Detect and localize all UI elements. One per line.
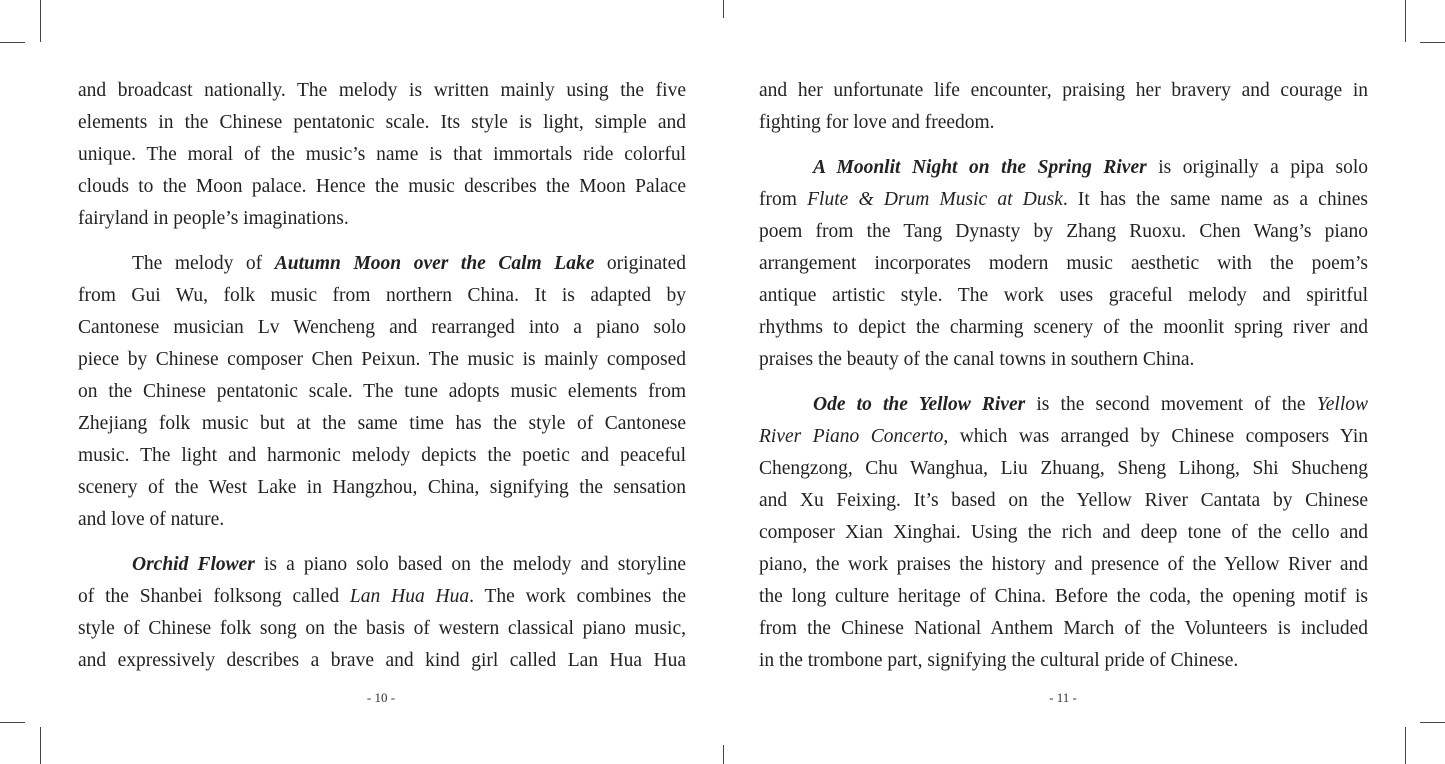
body-text: Zhejiang folk music but at the same time has the style of Cantonese — [78, 413, 686, 434]
text-line — [78, 472, 686, 504]
text-line — [78, 549, 686, 581]
crop-mark — [723, 0, 724, 18]
text-line — [759, 421, 1368, 453]
paragraph — [759, 152, 1368, 376]
text-line — [78, 645, 686, 677]
body-text: praises the beauty of the canal towns in southern China. — [759, 349, 1195, 370]
body-text: and broadcast nationally. The melody is written mainly using the five — [78, 80, 686, 101]
text-line — [78, 203, 686, 235]
text-line — [78, 75, 686, 107]
body-text: is a piano solo based on the melody and storyline — [254, 554, 686, 575]
page-11-text — [759, 75, 1368, 690]
body-text: , which was arranged by Chinese composers Yin — [943, 426, 1368, 447]
title-text: Orchid Flower — [132, 554, 255, 575]
text-line — [759, 312, 1368, 344]
body-text: in the trombone part, signifying the cultural pride of Chinese. — [759, 650, 1239, 671]
paragraph — [78, 549, 686, 677]
body-text: piano, the work praises the history and presence of the Yellow River and — [759, 554, 1368, 575]
crop-mark — [1405, 0, 1406, 42]
page-10-text — [78, 75, 686, 690]
text-line — [78, 312, 686, 344]
paragraph — [759, 389, 1368, 677]
text-line — [78, 107, 686, 139]
text-line — [759, 485, 1368, 517]
body-text: and expressively describes a brave and kind girl called Lan Hua Hua — [78, 650, 686, 671]
text-line — [78, 440, 686, 472]
body-text: of the Shanbei folksong called — [78, 586, 350, 607]
body-text: from Gui Wu, folk music from northern China. It is adapted by — [78, 285, 686, 306]
body-text: scenery of the West Lake in Hangzhou, China, signifying the sensation — [78, 477, 686, 498]
crop-mark — [40, 0, 41, 42]
body-text: originated — [594, 253, 686, 274]
text-line — [759, 389, 1368, 421]
body-text: and Xu Feixing. It’s based on the Yellow River Cantata by Chinese — [759, 490, 1368, 511]
text-line — [78, 376, 686, 408]
text-line — [759, 107, 1368, 139]
crop-mark — [1420, 722, 1445, 723]
body-text: rhythms to depict the charming scenery of the moonlit spring river and — [759, 317, 1368, 338]
text-line — [759, 344, 1368, 376]
crop-mark — [0, 722, 25, 723]
italic-text: Yellow — [1316, 394, 1369, 415]
text-line — [759, 645, 1368, 677]
text-line — [759, 248, 1368, 280]
body-text: unique. The moral of the music’s name is that immortals ride colorful — [78, 144, 686, 165]
body-text: piece by Chinese composer Chen Peixun. The music is mainly composed — [78, 349, 686, 370]
page-number-11: - 11 - — [1049, 690, 1077, 705]
text-line — [78, 171, 686, 203]
body-text: clouds to the Moon palace. Hence the music describes the Moon Palace — [78, 176, 686, 197]
italic-text: River Piano Concerto — [759, 426, 944, 447]
body-text: music. The light and harmonic melody depicts the poetic and peaceful — [78, 445, 686, 466]
crop-mark — [1405, 727, 1406, 764]
body-text: elements in the Chinese pentatonic scale. Its style is light, simple and — [78, 112, 686, 133]
body-text: composer Xian Xinghai. Using the rich and deep tone of the cello and — [759, 522, 1368, 543]
crop-mark — [40, 727, 41, 764]
text-line — [759, 517, 1368, 549]
paragraph — [759, 75, 1368, 139]
text-line — [759, 613, 1368, 645]
crop-mark — [1420, 42, 1445, 43]
text-line — [759, 152, 1368, 184]
body-text: antique artistic style. The work uses graceful melody and spiritful — [759, 285, 1368, 306]
body-text: style of Chinese folk song on the basis of western classical piano music, — [78, 618, 686, 639]
text-line — [78, 280, 686, 312]
body-text: from the Chinese National Anthem March of the Volunteers is included — [759, 618, 1368, 639]
body-text: . The work combines the — [469, 586, 686, 607]
text-line — [759, 549, 1368, 581]
body-text: and her unfortunate life encounter, praising her bravery and courage in — [759, 80, 1368, 101]
text-line — [78, 504, 686, 536]
title-text: Ode to the Yellow River — [813, 394, 1026, 415]
body-text: from — [759, 189, 808, 210]
crop-mark — [723, 745, 724, 764]
italic-text: Lan Hua Hua — [349, 586, 470, 607]
body-text: on the Chinese pentatonic scale. The tune adopts music elements from — [78, 381, 686, 402]
body-text: is originally a pipa solo — [1146, 157, 1368, 178]
text-line — [78, 139, 686, 171]
text-line — [759, 184, 1368, 216]
text-line — [759, 75, 1368, 107]
crop-mark — [0, 42, 25, 43]
text-line — [78, 344, 686, 376]
body-text: fighting for love and freedom. — [759, 112, 995, 133]
body-text: Chengzong, Chu Wanghua, Liu Zhuang, Sheng Lihong, Shi Shucheng — [759, 458, 1368, 479]
paragraph — [78, 75, 686, 235]
text-line — [78, 248, 686, 280]
body-text: Cantonese musician Lv Wencheng and rearranged into a piano solo — [78, 317, 686, 338]
title-text: A Moonlit Night on the Spring River — [813, 157, 1147, 178]
text-line — [78, 408, 686, 440]
text-line — [78, 613, 686, 645]
text-line — [759, 216, 1368, 248]
body-text: arrangement incorporates modern music aesthetic with the poem’s — [759, 253, 1368, 274]
paragraph — [78, 248, 686, 536]
text-line — [759, 453, 1368, 485]
text-line — [759, 581, 1368, 613]
text-line — [78, 581, 686, 613]
body-text: The melody of — [132, 253, 275, 274]
body-text: and love of nature. — [78, 509, 225, 530]
title-text: Autumn Moon over the Calm Lake — [274, 253, 595, 274]
body-text: fairyland in people’s imaginations. — [78, 208, 349, 229]
body-text: poem from the Tang Dynasty by Zhang Ruoxu. Chen Wang’s piano — [759, 221, 1368, 242]
text-line — [759, 280, 1368, 312]
body-text: . It has the same name as a chines — [1062, 189, 1368, 210]
body-text: is the second movement of the — [1025, 394, 1317, 415]
body-text: the long culture heritage of China. Before the coda, the opening motif is — [759, 586, 1368, 607]
italic-text: Flute & Drum Music at Dusk — [807, 189, 1063, 210]
page-number-10: - 10 - — [366, 690, 396, 705]
